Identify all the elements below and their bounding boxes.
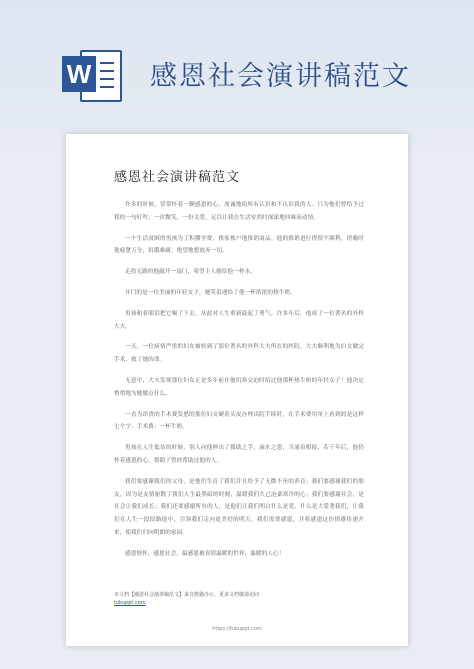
main-title: 感恩社会演讲稿范文 (150, 61, 411, 92)
word-document-icon (62, 44, 120, 102)
word-logo-letter: W (62, 56, 96, 92)
paragraph: 我们要感谢我们的父母，是他们生育了我们并且给予了无微不至的养育；我们要感谢我们的朋友，因为是友情驱散了我们人生最黑暗的时刻，温暖我们久已沧桑寒冷的心；我们要感谢社会，是社会让我们成长；我们还要感谢所有的人，是他们让我们明白什么是爱，什么是大爱著我们，让我们在人生一段段路途中，引领我们走向更美好的明天。我们需要感恩，并将感恩这份情感传递开来，使我们归向明朗的家园。 (114, 478, 364, 536)
page-url: https://tukuppt.com (212, 626, 262, 632)
document-page (66, 134, 408, 646)
footer-link[interactable]: tukuppt.com (114, 600, 146, 606)
paragraph: 走投无路的他敲开一扇门，希望主人能给他一杯水。 (125, 269, 256, 276)
document-body (114, 199, 364, 569)
paragraph: 感恩情怀，感恩社会，最感恩被真情温暖的世界，温暖的人心！ (125, 550, 285, 557)
paragraph: 男孩在人生低估的时候，别人向他伸出了援助之手，滴水之恩，当涌泉相报，若干年后，他仍怀着感恩的心，帮助了曾经帮助过他的人。 (114, 445, 364, 464)
paragraph: 一直为昂贵的手术费发愁的那位妇女硬着头皮办理出院手续时，在手术费用单上看到的是这样七个字：手术费：一杯牛奶。 (114, 411, 364, 431)
paragraph: 一天，一位病情严重的妇女被转到了那位著名的外科大夫所在的医院。大夫顺利地为妇女做完手术，救了她的命。 (114, 344, 364, 364)
paragraph: 无意中，大夫发现那位妇女正是多年前在他饥寒交迫时给过他那杯热牛奶的年轻女子！他决定悄悄地为她做点什么。 (114, 377, 364, 397)
paragraph: 一个生活贫困的男孩为了积攒学费，挨家挨户地推销商品。他的推销进行得很不顺利，傍晚时他疲惫万分，饥饿难耐，绝望地想放弃一切。 (114, 235, 364, 255)
footer-note: 本文档【感恩社会演讲稿范文】来自熊猫办公，更多文档敬请访问 (114, 592, 260, 598)
paragraph: 许多的时候，常常怀着一颗感恩的心，虔诚地给所有认识和不认识我的人。只为他们曾给予过我的一句叮咛，一次微笑，一份关爱，足以让我在生活安然时深深地回味而动情。 (114, 202, 364, 221)
paragraph: 开门的是一位美丽的年轻女子，她笑着递给了他一杯浓浓的热牛奶。 (125, 289, 296, 296)
paragraph: 男孩和着眼泪把它喝了下去，从此对人生重新鼓起了勇气。许多年后，他成了一位著名的外科大夫。 (114, 310, 364, 330)
document-title: 感恩社会演讲稿范文 (114, 170, 241, 185)
